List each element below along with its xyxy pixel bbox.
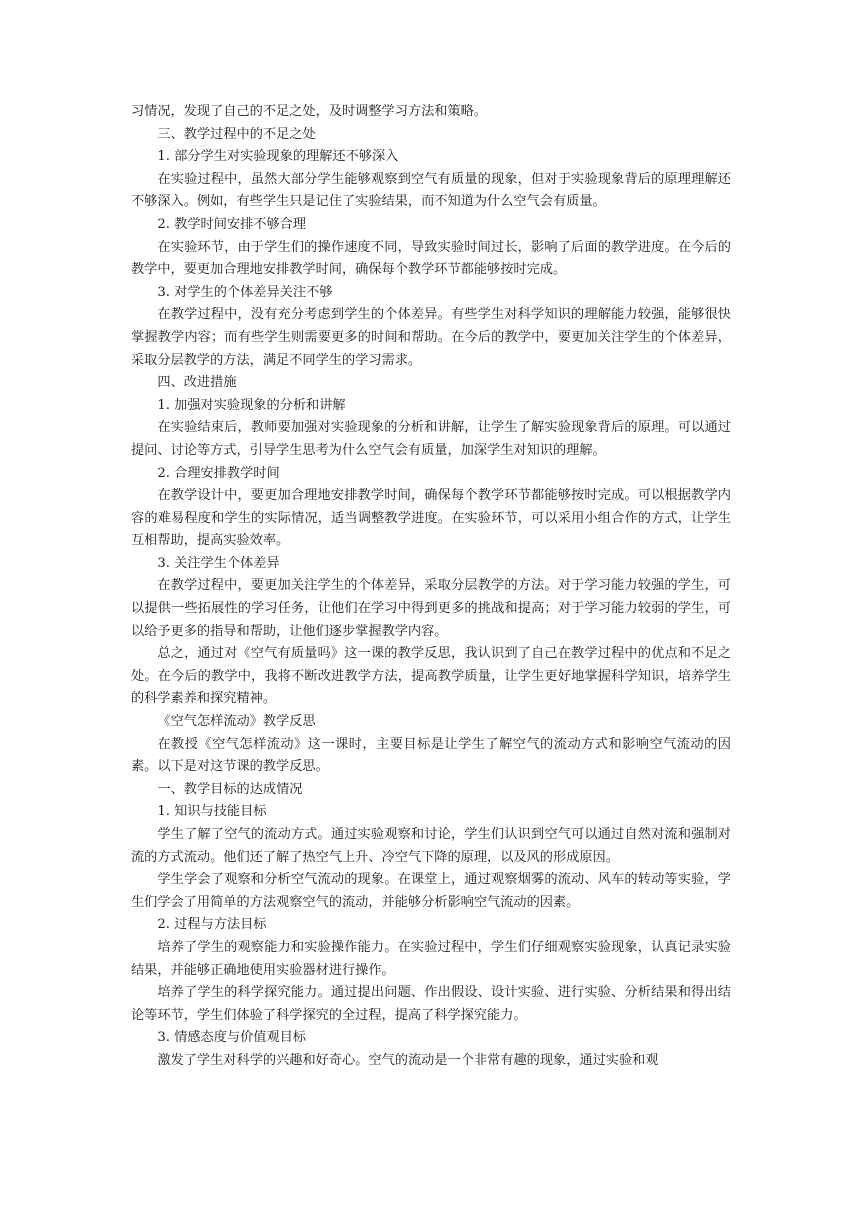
subsection-heading: 2. 过程与方法目标: [157, 917, 267, 933]
paragraph: 培养了学生的科学探究能力。通过提出问题、作出假设、设计实验、进行实验、分析结果和得出结论等环节，学生们体验了科学探究的全过程，提高了科学探究能力。: [131, 985, 731, 1023]
paragraph: 在实验环节，由于学生们的操作速度不同，导致实验时间过长，影响了后面的教学进度。在今后的教学中，要更加合理地安排教学时间，确保每个教学环节都能够按时完成。: [131, 239, 731, 278]
paragraph: 在教学过程中，要更加关注学生的个体差异，采取分层教学的方法。对于学习能力较强的学生，可以提供一些拓展性的学习任务，让他们在学习中得到更多的挑战和提高；对于学习能力较弱的学生，可以给予更多的指导和帮助，让他们逐步掌握教学内容。: [131, 578, 731, 639]
subsection-heading: 3. 对学生的个体差异关注不够: [157, 284, 333, 300]
paragraph: 习情况，发现了自己的不足之处，及时调整学习方法和策略。: [131, 104, 488, 119]
paragraph: 在实验过程中，虽然大部分学生能够观察到空气有质量的现象，但对于实验现象背后的原理理解还不够深入。例如，有些学生只是记住了实验结果，而不知道为什么空气会有质量。: [131, 171, 731, 210]
paragraph: 学生了解了空气的流动方式。通过实验观察和讨论，学生们认识到空气可以通过自然对流和强制对流的方式流动。他们还了解了热空气上升、冷空气下降的原理，以及风的形成原因。: [131, 827, 731, 865]
paragraph: 在教授《空气怎样流动》这一课时，主要目标是让学生了解空气的流动方式和影响空气流动的因素。以下是对这节课的教学反思。: [131, 736, 731, 775]
section-heading: 一、教学目标的达成情况: [157, 781, 303, 797]
paragraph: 总之，通过对《空气有质量吗》这一课的教学反思，我认识到了自己在教学过程中的优点和不足之处。在今后的教学中，我将不断改进教学方法，提高教学质量，让学生更好地掌握科学知识，培养学生的科学素养和探究精神。: [131, 646, 731, 707]
subsection-heading: 3. 关注学生个体差异: [157, 555, 280, 571]
subsection-heading: 1. 部分学生对实验现象的理解还不够深入: [157, 149, 399, 165]
document-title: 《空气怎样流动》教学反思: [157, 714, 316, 730]
paragraph: 学生学会了观察和分析空气流动的现象。在课堂上，通过观察烟雾的流动、风车的转动等实验，学生们学会了用简单的方法观察空气的流动，并能够分析影响空气流动的因素。: [131, 872, 731, 910]
paragraph: 培养了学生的观察能力和实验操作能力。在实验过程中，学生们仔细观察实验现象，认真记录实验结果，并能够正确地使用实验器材进行操作。: [131, 939, 731, 978]
paragraph: 在教学设计中，要更加合理地安排教学时间，确保每个教学环节都能够按时完成。可以根据教学内容的难易程度和学生的实际情况，适当调整教学进度。在实验环节，可以采用小组合作的方式，让学生互相帮助，提高实验效率。: [131, 488, 731, 549]
subsection-heading: 3. 情感态度与价值观目标: [157, 1030, 307, 1046]
subsection-heading: 2. 教学时间安排不够合理: [157, 216, 307, 232]
subsection-heading: 1. 加强对实验现象的分析和讲解: [157, 397, 346, 413]
subsection-heading: 1. 知识与技能目标: [157, 804, 267, 820]
subsection-heading: 2. 合理安排教学时间: [157, 465, 280, 481]
section-heading: 三、教学过程中的不足之处: [157, 126, 316, 142]
document-body: [131, 101, 731, 1073]
paragraph: 在实验结束后，教师要加强对实验现象的分析和讲解，让学生了解实验现象背后的原理。可以通过提问、讨论等方式，引导学生思考为什么空气会有质量，加深学生对知识的理解。: [131, 420, 731, 458]
section-heading: 四、改进措施: [157, 375, 237, 391]
paragraph: 激发了学生对科学的兴趣和好奇心。空气的流动是一个非常有趣的现象，通过实验和观: [157, 1052, 659, 1068]
paragraph: 在教学过程中，没有充分考虑到学生的个体差异。有些学生对科学知识的理解能力较强，能够很快掌握教学内容；而有些学生则需要更多的时间和帮助。在今后的教学中，要更加关注学生的个体差异，采取分层教学的方法，满足不同学生的学习需求。: [131, 307, 731, 368]
